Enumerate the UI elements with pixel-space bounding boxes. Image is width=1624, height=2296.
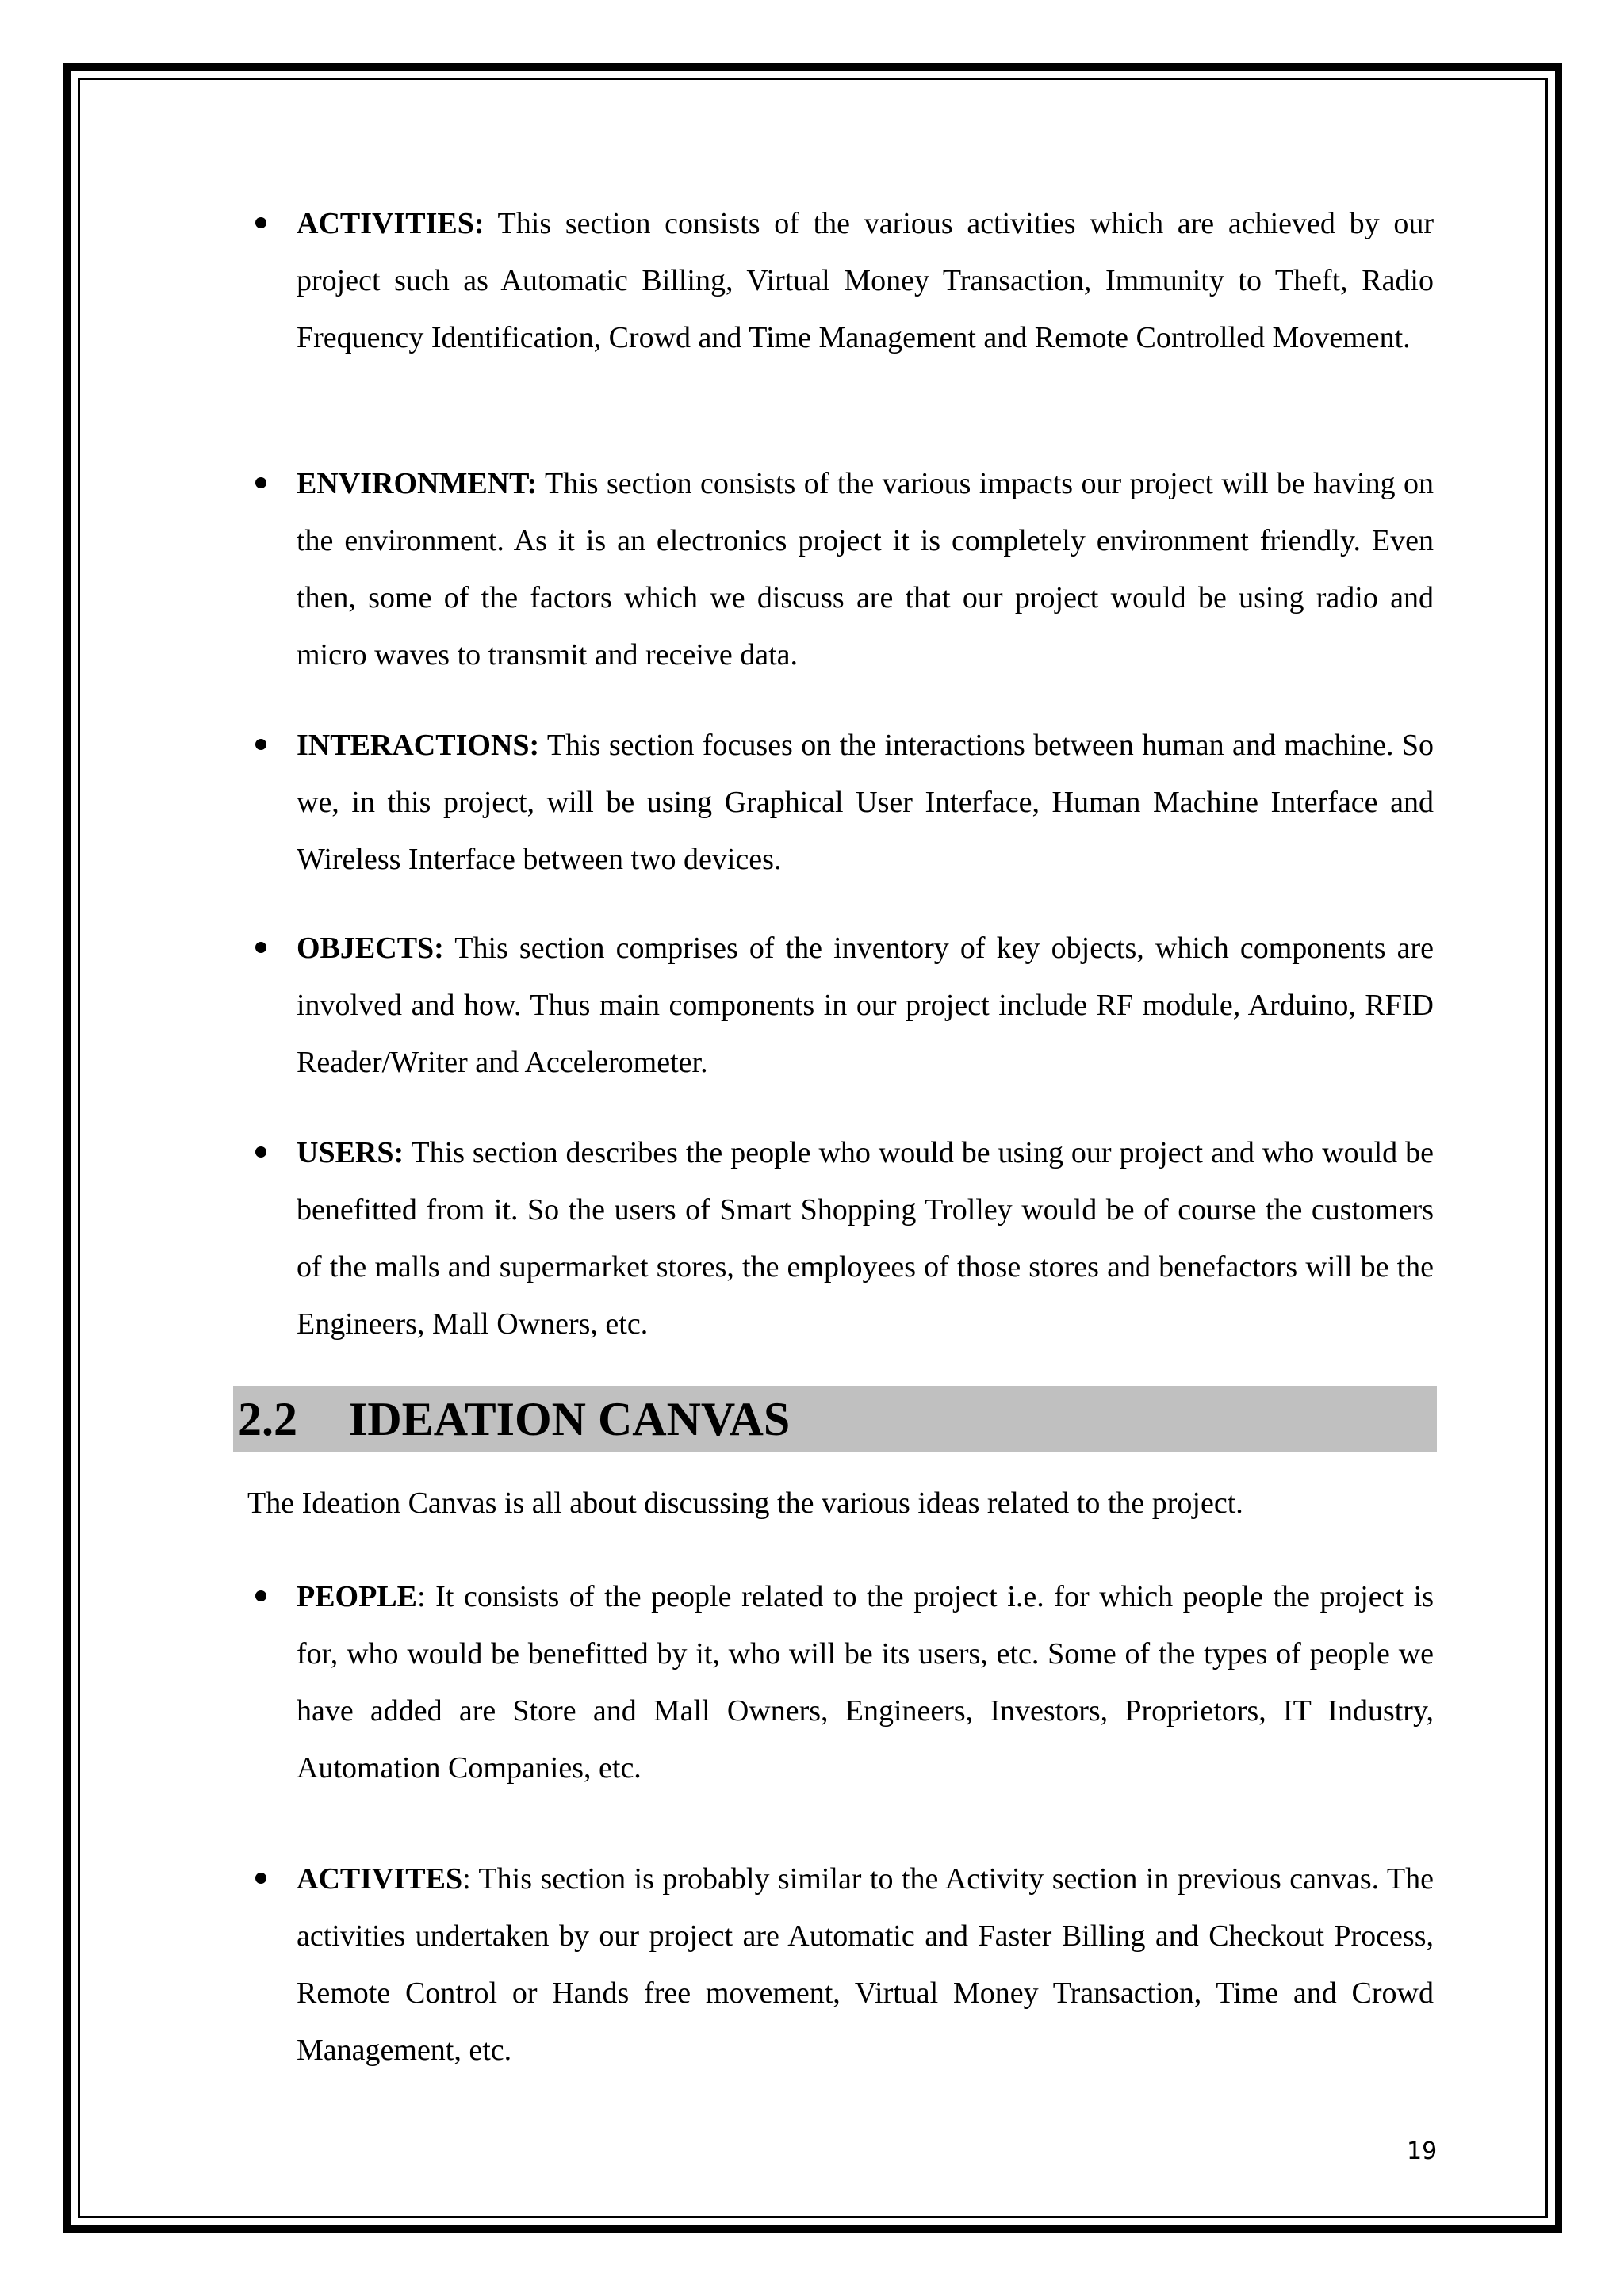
bullet-label: PEOPLE (297, 1580, 418, 1613)
bullet-label: ENVIRONMENT: (297, 467, 538, 500)
bullet-text: This section consists of the various activities which are achieved by our project such as Automatic Billing, Virtual Money Transaction, Immunity to Theft, Radio Frequency Identification, Crowd and Time Management and Remote Controlled Movement. (297, 207, 1434, 354)
bullet-label: USERS: (297, 1136, 404, 1169)
section-title: IDEATION CANVAS (349, 1393, 791, 1445)
bullet-objects (297, 920, 1434, 1091)
bullet-text: This section describes the people who would be using our project and who would be benefitted from it. So the users of Smart Shopping Trolley would be of course the customers of the malls and supermarket stores, the employees of those stores and benefactors will be the Engineers, Mall Owners, etc. (297, 1136, 1434, 1341)
bullet-dot (255, 477, 266, 488)
section-heading (238, 1386, 790, 1452)
section-number: 2.2 (238, 1393, 297, 1445)
bullet-dot (255, 217, 266, 228)
bullet-people (297, 1568, 1434, 1797)
bullet-label: OBJECTS: (297, 932, 444, 965)
bullet-users (297, 1124, 1434, 1353)
bullet-dot (255, 1873, 266, 1884)
bullet-interactions (297, 717, 1434, 888)
bullet-dot (255, 1590, 266, 1601)
bullet-label: INTERACTIONS: (297, 729, 540, 762)
intro-paragraph: The Ideation Canvas is all about discussing the various ideas related to the project. (247, 1487, 1243, 1520)
bullet-environment (297, 455, 1434, 683)
bullet-text: This section focuses on the interactions between human and machine. So we, in this project, will be using Graphical User Interface, Human Machine Interface and Wireless Interface between two devices. (297, 729, 1434, 876)
bullet-activites (297, 1850, 1434, 2079)
bullet-text: This section comprises of the inventory of key objects, which components are involved and how. Thus main components in our project include RF module, Arduino, RFID Reader/Writer and Accelerometer. (297, 932, 1434, 1079)
bullet-text: : This section is probably similar to the Activity section in previous canvas. The activities undertaken by our project are Automatic and Faster Billing and Checkout Process, Remote Control or Hands free movement, Virtual Money Transaction, Time and Crowd Management, etc. (297, 1862, 1434, 2067)
bullet-label: ACTIVITES (297, 1862, 463, 1896)
bullet-dot (255, 739, 266, 750)
bullet-text: This section consists of the various impacts our project will be having on the environment. As it is an electronics project it is completely environment friendly. Even then, some of the factors which we discuss are that our project would be using radio and micro waves to transmit and receive data. (297, 467, 1434, 672)
bullet-dot (255, 1146, 266, 1158)
bullet-dot (255, 942, 266, 953)
bullet-activities (297, 195, 1434, 366)
bullet-label: ACTIVITIES: (297, 207, 485, 240)
page-number: 19 (1407, 2137, 1438, 2165)
bullet-text: : It consists of the people related to the project i.e. for which people the project is for, who would be benefitted by it, who will be its users, etc. Some of the types of people we have added are Store and Mall Owners, Engineers, Investors, Proprietors, IT Industry, Automation Companies, etc. (297, 1580, 1434, 1785)
